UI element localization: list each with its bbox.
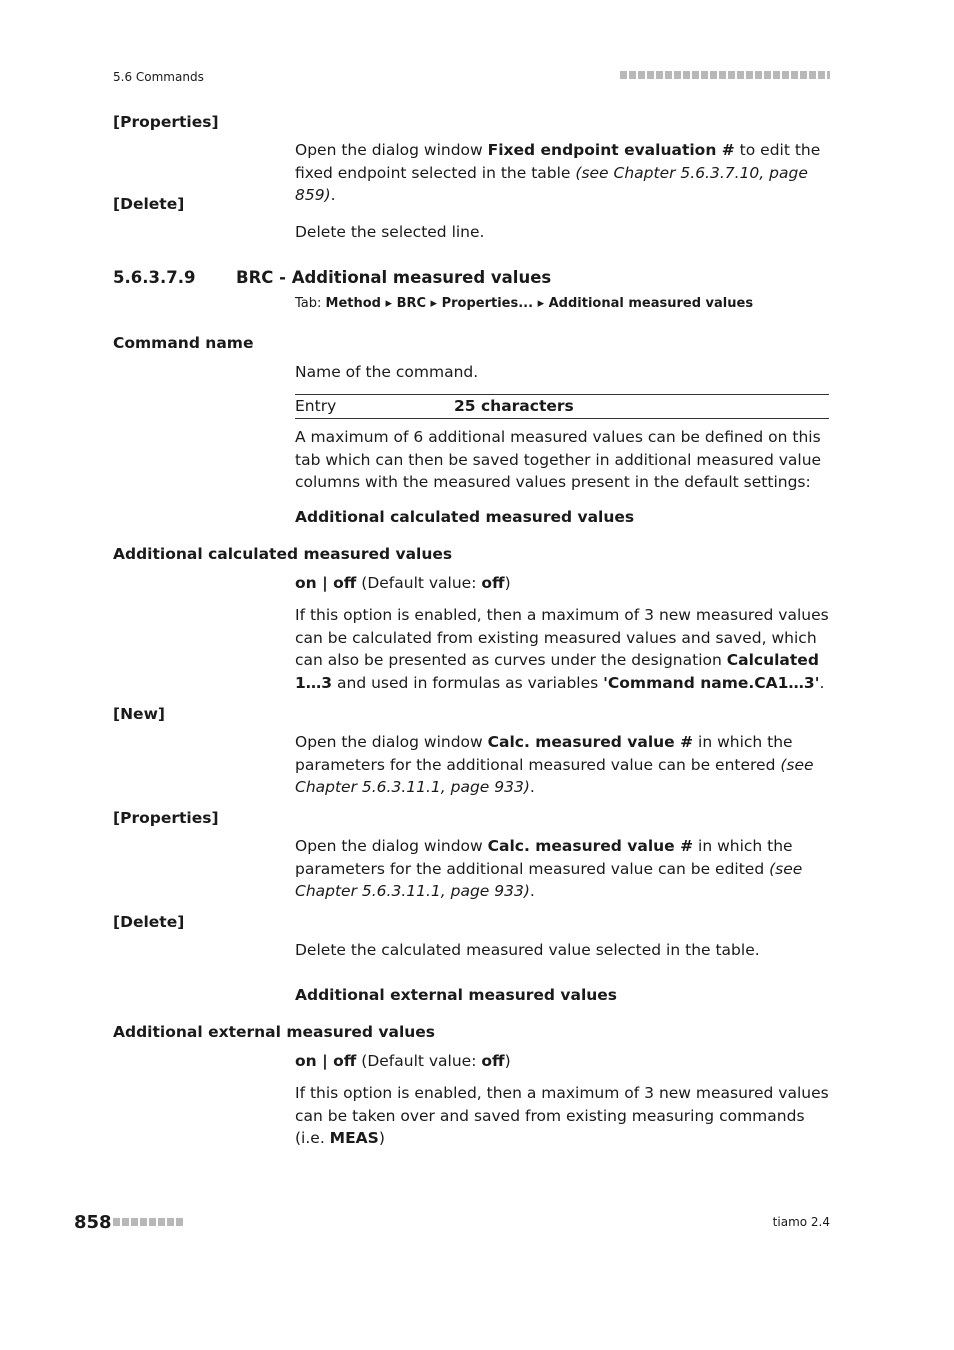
properties-description: Open the dialog window Fixed endpoint evaluation # to edit the fixed endpoint selected in the table (see Chapter 5.6.3.7.10, page 859). [295, 141, 821, 204]
ext-subheading: Additional external measured values [295, 986, 618, 1004]
running-header-section: 5.6 Commands [113, 70, 204, 84]
command-name-label: Command name [113, 334, 254, 352]
calc-properties-label: [Properties] [113, 809, 219, 827]
new-description: Open the dialog window Calc. measured value # in which the parameters for the additional measured value can be entered (see Chapter 5.6.3.11.1, page 933). [295, 733, 814, 796]
ext-default: on | off (Default value: off) [295, 1052, 511, 1070]
entry-key: Entry [295, 397, 337, 415]
product-name: tiamo 2.4 [772, 1215, 830, 1229]
delete-label: [Delete] [113, 195, 185, 213]
tab-description: A maximum of 6 additional measured values can be defined on this tab which can then be saved together in additional measured value columns with the measured values present in the default settings: [295, 428, 822, 491]
calc-properties-description: Open the dialog window Calc. measured value # in which the parameters for the additional measured value can be edited (see Chapter 5.6.3.11.1, page 933). [295, 837, 803, 900]
calc-description: If this option is enabled, then a maximum of 3 new measured values can be calculated from existing measured values and saved, which can also be presented as curves under the designation Calculated 1…3 and used in formulas as variables 'Command name.CA1…3'. [295, 606, 829, 692]
cross-reference-link[interactable]: (see Chapter 5.6.3.11.1, page 933) [295, 859, 803, 900]
delete-description: Delete the selected line. [295, 223, 485, 241]
section-number: 5.6.3.7.9 [113, 268, 196, 287]
entry-value: 25 characters [454, 397, 574, 415]
calc-delete-description: Delete the calculated measured value selected in the table. [295, 941, 760, 959]
calc-label: Additional calculated measured values [113, 545, 453, 563]
new-label: [New] [113, 705, 165, 723]
calc-subheading: Additional calculated measured values [295, 508, 635, 526]
cross-reference-link[interactable]: (see Chapter 5.6.3.11.1, page 933) [295, 755, 814, 796]
cross-reference-link[interactable]: (see Chapter 5.6.3.7.10, page 859) [295, 163, 808, 204]
footer-decoration [113, 1218, 183, 1226]
section-title: BRC - Additional measured values [236, 268, 552, 287]
ext-label: Additional external measured values [113, 1023, 436, 1041]
entry-table [295, 394, 829, 419]
calc-default: on | off (Default value: off) [295, 574, 511, 592]
properties-label: [Properties] [113, 113, 219, 131]
tab-path: Tab: Method ▸ BRC ▸ Properties... ▸ Additional measured values [295, 296, 754, 311]
ext-description: If this option is enabled, then a maximum of 3 new measured values can be taken over and saved from existing measuring commands (i.e. MEAS) [295, 1084, 829, 1147]
header-decoration [620, 71, 830, 79]
page-number: 858 [74, 1212, 112, 1233]
calc-delete-label: [Delete] [113, 913, 185, 931]
command-name-description: Name of the command. [295, 363, 479, 381]
